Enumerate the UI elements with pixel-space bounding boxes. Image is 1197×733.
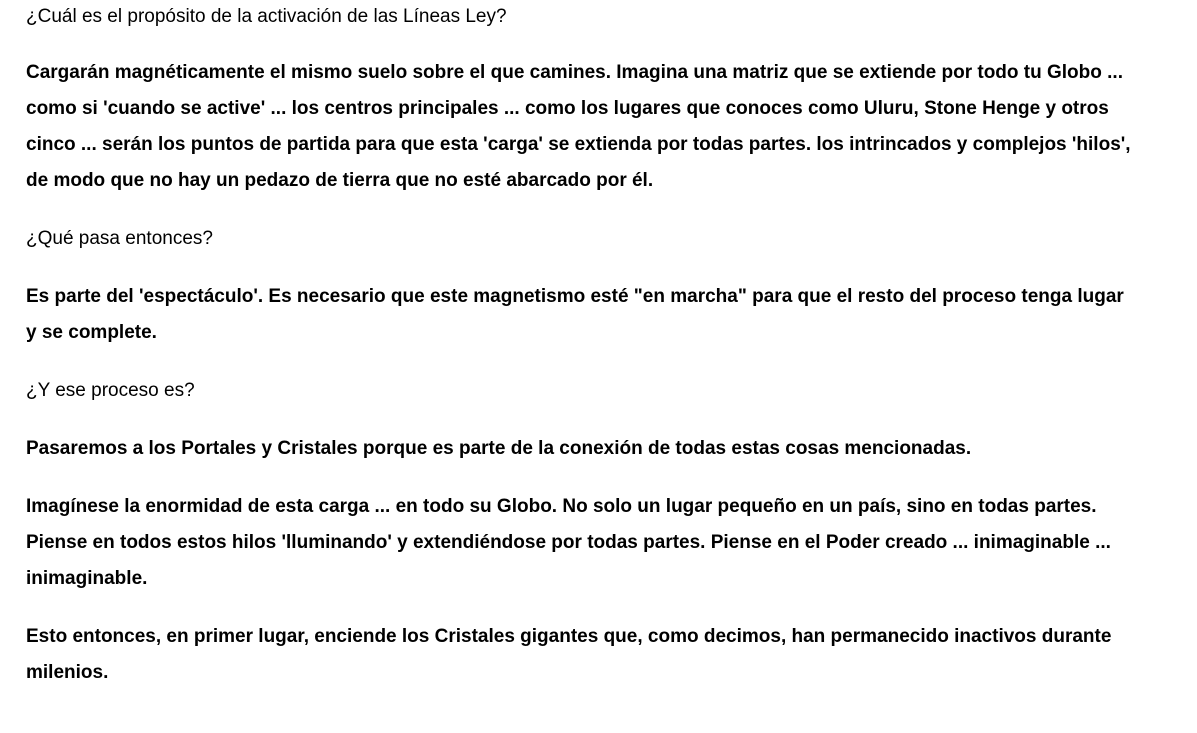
answer-what-then: Es parte del 'espectáculo'. Es necesario que este magnetismo esté "en marcha" para que el resto del proceso tenga lugar y se complete.	[26, 286, 1124, 343]
answer-portals-crystals: Pasaremos a los Portales y Cristales porque es parte de la conexión de todas estas cosas mencionadas.	[26, 438, 972, 459]
article-body	[26, 0, 1136, 691]
question-process: ¿Y ese proceso es?	[26, 380, 195, 401]
question-what-then: ¿Qué pasa entonces?	[26, 228, 213, 249]
question-ley-lines: ¿Cuál es el propósito de la activación de las Líneas Ley?	[26, 6, 507, 27]
answer-ley-lines: Cargarán magnéticamente el mismo suelo sobre el que camines. Imagina una matriz que se extiende por todo tu Globo ... como si 'cuando se active' ... los centros principales ... como los lugares que conoces como Uluru, Stone Henge y otros cinco ... serán los puntos de partida para que esta 'carga' se extienda por todas partes. los intrincados y complejos 'hilos', de modo que no hay un pedazo de tierra que no esté abarcado por él.	[26, 62, 1131, 191]
paragraph-crystals-ignite: Esto entonces, en primer lugar, enciende los Cristales gigantes que, como decimos, han permanecido inactivos durante milenios.	[26, 626, 1112, 683]
paragraph-charge-enormity: Imagínese la enormidad de esta carga ... en todo su Globo. No solo un lugar pequeño en un país, sino en todas partes. Piense en todos estos hilos 'lluminando' y extendiéndose por todas partes. Piense en el Poder creado ... inimaginable ... inimaginable.	[26, 496, 1111, 589]
